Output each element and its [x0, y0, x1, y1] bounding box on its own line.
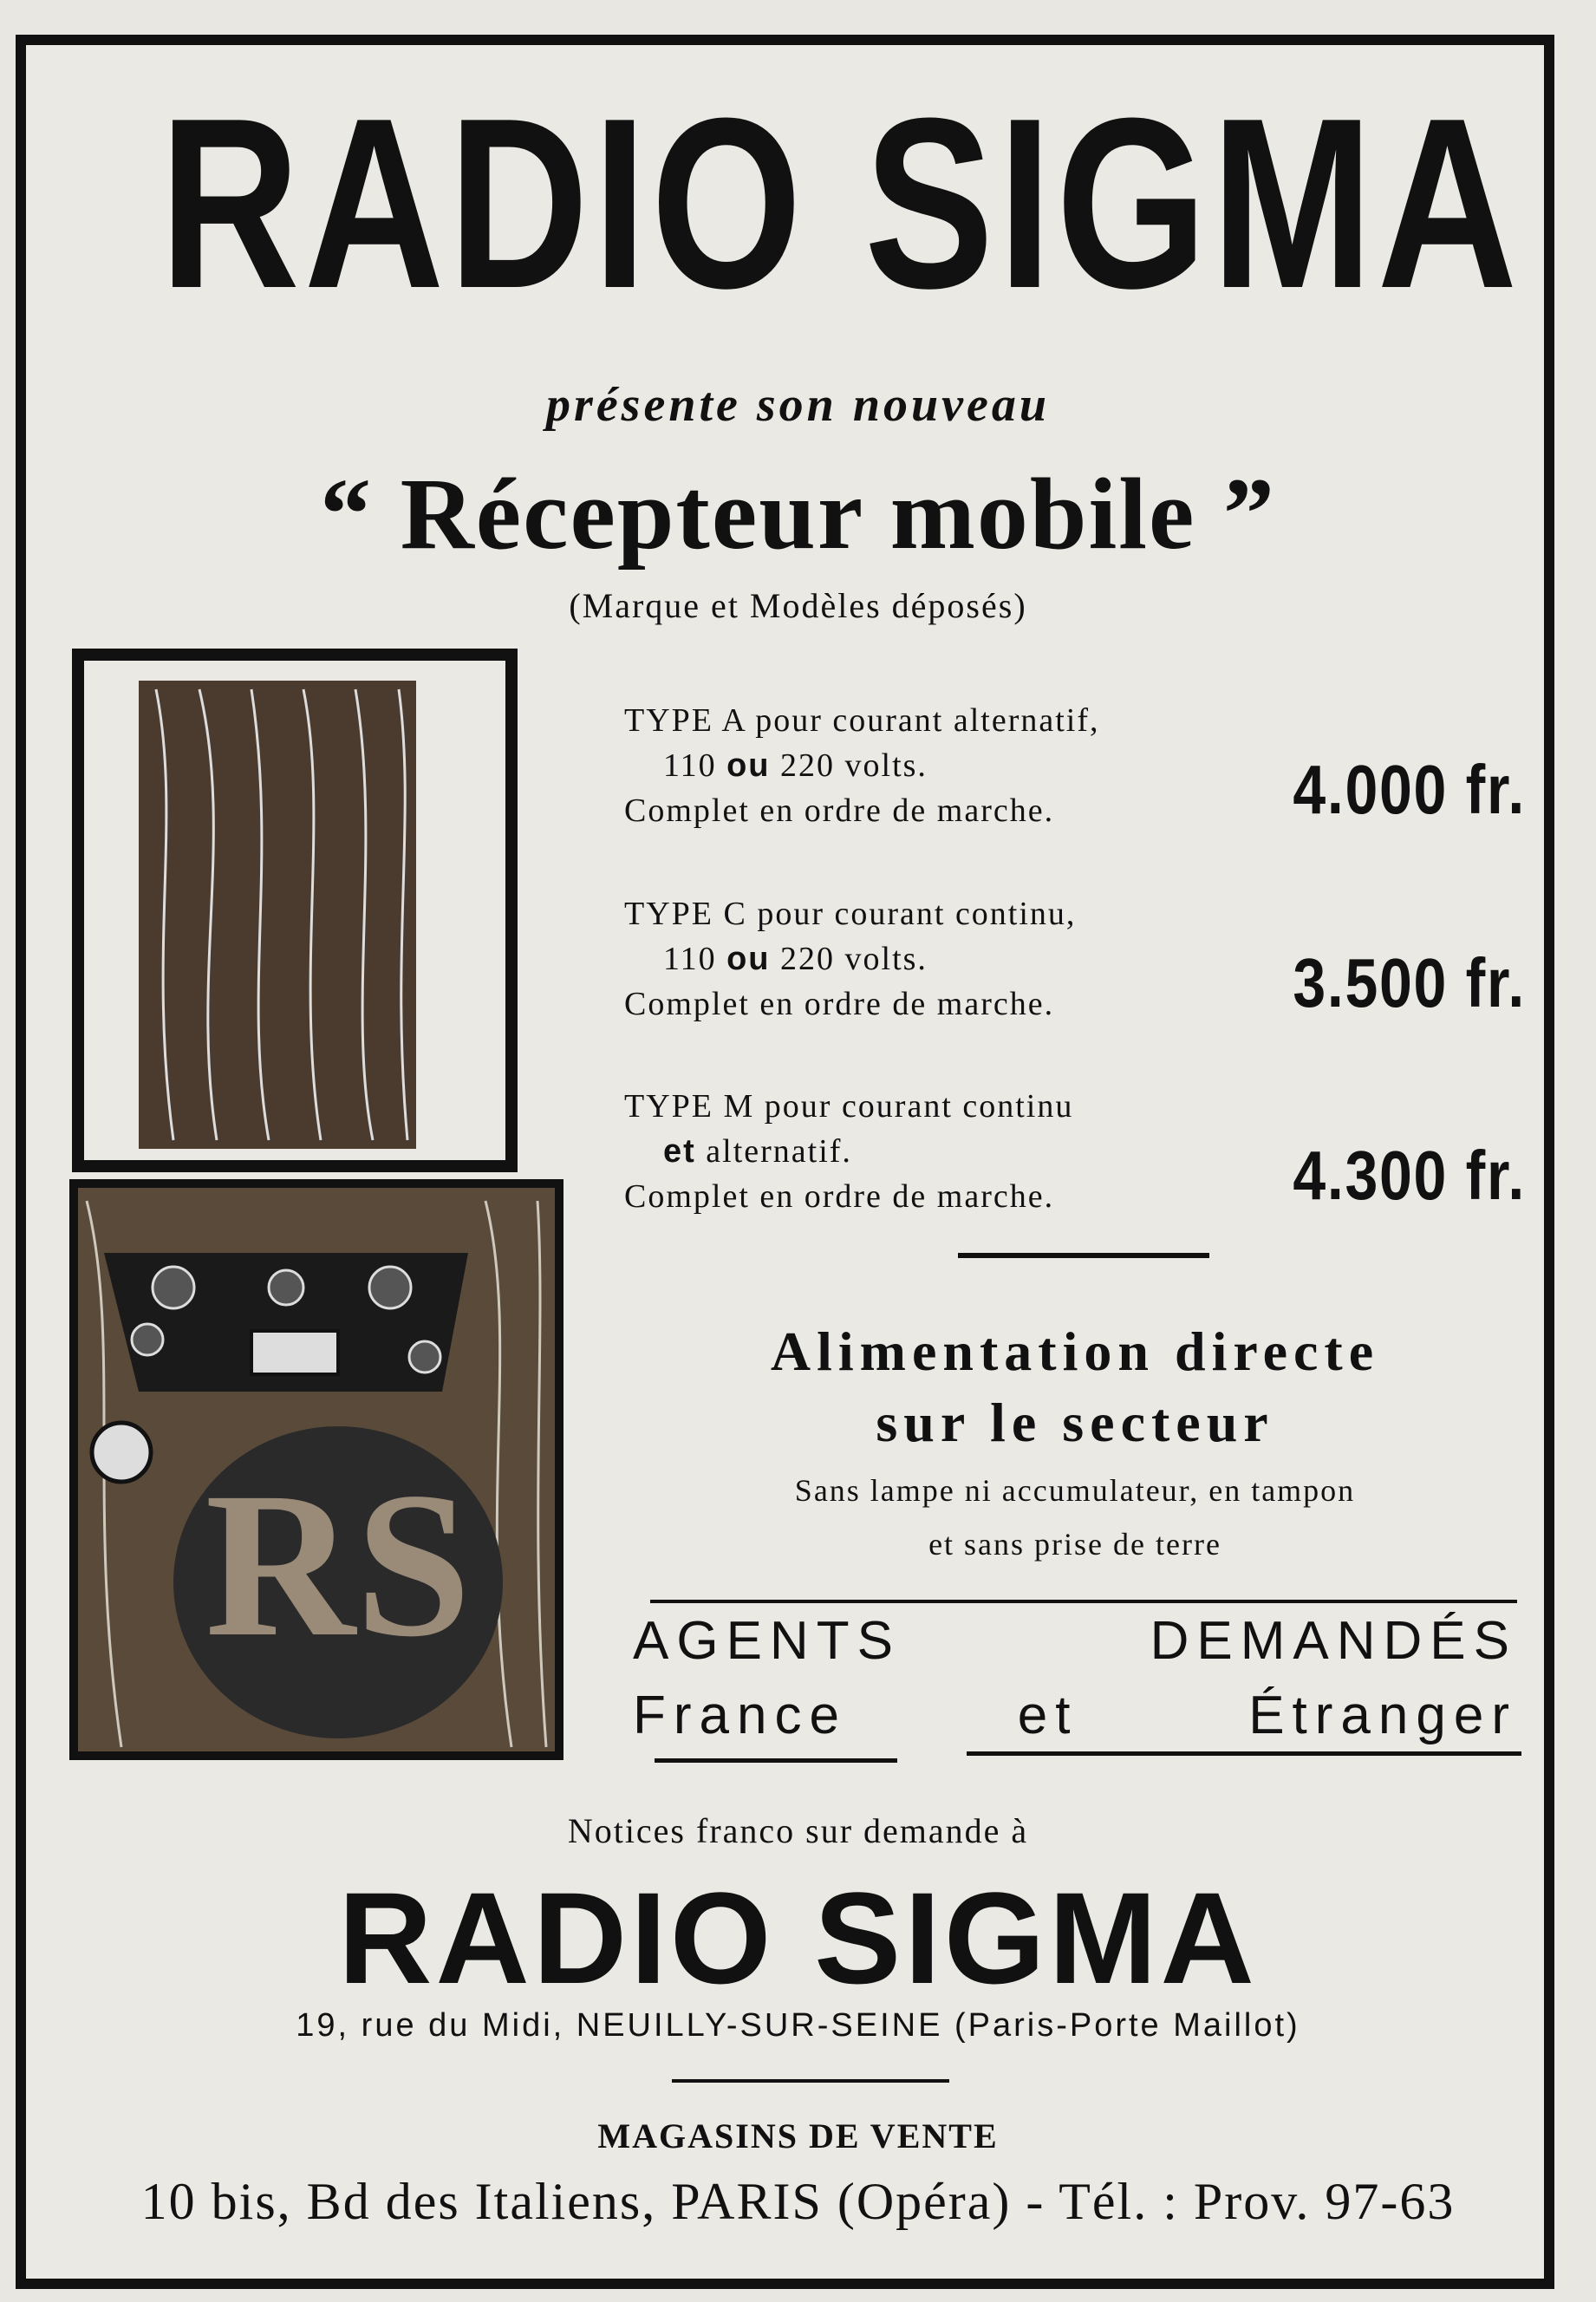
divider	[967, 1751, 1521, 1756]
gauge-icon	[92, 1423, 151, 1482]
knob-icon	[269, 1270, 303, 1305]
knob-icon	[132, 1324, 163, 1355]
knob-icon	[153, 1267, 194, 1308]
divider	[650, 1600, 1517, 1603]
brand-footer: RADIO SIGMA	[338, 1865, 1258, 2011]
model-type-a: TYPE A pour courant alternatif, 110 ou 220 volts. Complet en ordre de marche. 4.000 fr.	[624, 702, 1526, 829]
feature-headline: Alimentation directe sur le secteur	[770, 1321, 1380, 1453]
knob-icon	[409, 1341, 440, 1373]
model-type-m: TYPE M pour courant continu et alternatif. Complet en ordre de marche. 4.300 fr.	[624, 1088, 1526, 1215]
price-type-m: 4.300 fr.	[1293, 1137, 1526, 1214]
lid-panel	[139, 681, 416, 1149]
divider	[655, 1758, 897, 1763]
price-type-a: 4.000 fr.	[1293, 751, 1526, 828]
subtitle: présente son nouveau	[546, 378, 1050, 432]
dial-window	[251, 1331, 338, 1374]
shops-address: 10 bis, Bd des Italiens, PARIS (Opéra) - Tél. : Prov. 97-63	[140, 2173, 1456, 2230]
notices-line: Notices franco sur demande à	[567, 1811, 1029, 1850]
price-type-c: 3.500 fr.	[1293, 944, 1526, 1021]
model-type-c: TYPE C pour courant continu, 110 ou 220 volts. Complet en ordre de marche. 3.500 fr.	[624, 896, 1526, 1022]
agents-wanted: AGENTS DEMANDÉS France et Étranger	[633, 1611, 1517, 1745]
radio-illustration	[69, 646, 590, 1782]
brand-title: RADIO SIGMA	[160, 68, 1522, 339]
trademark-note: (Marque et Modèles déposés)	[569, 586, 1027, 625]
shops-label: MAGASINS DE VENTE	[597, 2116, 999, 2155]
feature-note: Sans lampe ni accumulateur, en tampon et sans prise de terre	[794, 1473, 1356, 1562]
company-address: 19, rue du Midi, NEUILLY-SUR-SEINE (Paris-Porte Maillot)	[296, 2007, 1300, 2044]
rs-monogram: RS	[205, 1449, 472, 1679]
knob-icon	[369, 1267, 411, 1308]
product-headline: “ Récepteur mobile ”	[320, 457, 1276, 571]
divider	[958, 1253, 1209, 1258]
divider	[672, 2079, 949, 2083]
